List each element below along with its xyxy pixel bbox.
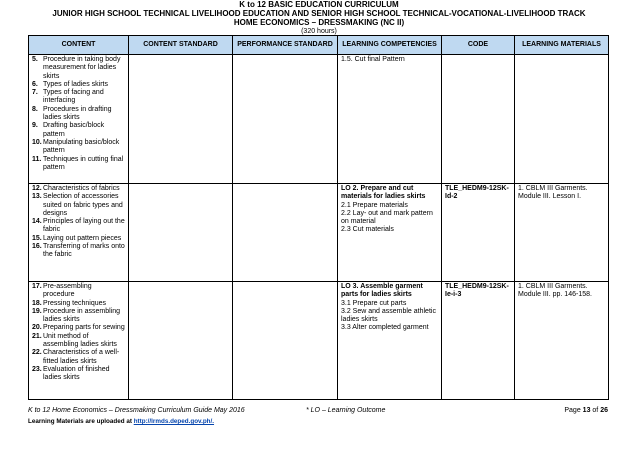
item-number: 20. xyxy=(32,324,42,332)
item-text: Drafting basic/block pattern xyxy=(43,122,105,138)
list-item xyxy=(32,300,125,308)
item-number: 23. xyxy=(32,365,42,373)
footer-source: Learning Materials are uploaded at http://lrmds.deped.gov.ph/. xyxy=(28,418,215,425)
list-item xyxy=(32,235,125,243)
doc-title: K to 12 BASIC EDUCATION CURRICULUM xyxy=(239,0,399,9)
item-text: Characteristics of a well-fitted ladies skirts xyxy=(43,349,120,365)
list-item xyxy=(32,333,125,350)
source-link[interactable]: http://lrmds.deped.gov.ph/. xyxy=(133,418,215,425)
item-number: 13. xyxy=(32,193,42,201)
col-header-learning-competencies: LEARNING COMPETENCIES xyxy=(338,36,442,55)
item-number: 18. xyxy=(32,299,42,307)
item-number: 8. xyxy=(32,105,38,113)
list-item xyxy=(32,185,125,193)
item-number: 6. xyxy=(32,80,38,88)
item-text: Procedures in drafting ladies skirts xyxy=(43,105,112,122)
code-cell: TLE_HEDM9-12SK-Ie-i-3 xyxy=(442,282,515,400)
col-header-content: CONTENT xyxy=(29,36,129,55)
list-item xyxy=(32,366,125,383)
item-text: Selection of accessories suited on fabric types and designs xyxy=(43,193,123,217)
item-text: Evaluation of finished ladies skirts xyxy=(43,365,110,382)
table-row xyxy=(29,282,609,400)
performance-standard-cell xyxy=(233,55,338,184)
item-number: 21. xyxy=(32,332,42,340)
item-text: Procedure in assembling ladies skirts xyxy=(43,307,121,324)
list-item xyxy=(32,283,125,300)
list-item xyxy=(32,56,125,81)
content-list xyxy=(32,185,125,260)
curriculum-table xyxy=(28,35,609,400)
learning-materials-cell xyxy=(515,55,609,184)
performance-standard-cell xyxy=(233,282,338,400)
performance-standard-cell xyxy=(233,184,338,282)
item-text: Techniques in cutting final pattern xyxy=(43,155,124,171)
col-header-learning-materials: LEARNING MATERIALS xyxy=(515,36,609,55)
list-item xyxy=(32,89,125,106)
item-text: Preparing parts for sewing xyxy=(43,324,125,332)
content-cell xyxy=(29,282,129,400)
list-item xyxy=(32,349,125,366)
item-number: 15. xyxy=(32,234,42,242)
code-cell: TLE_HEDM9-12SK-Id-2 xyxy=(442,184,515,282)
header-row xyxy=(29,36,609,55)
item-number: 10. xyxy=(32,138,42,146)
item-text: Characteristics of fabrics xyxy=(43,185,120,192)
list-item xyxy=(32,106,125,123)
table-row xyxy=(29,55,609,184)
content-list xyxy=(32,283,125,383)
competency-item: 3.2 Sew and assemble athletic ladies skirts xyxy=(341,307,436,324)
item-number: 11. xyxy=(32,155,42,163)
content-standard-cell xyxy=(129,55,233,184)
competency-item: 2.2 Lay- out and mark pattern on material xyxy=(341,209,433,226)
item-number: 5. xyxy=(32,56,38,63)
item-number: 19. xyxy=(32,307,42,315)
learning-materials-cell: 1. CBLM III Garments. Module III. Lesson I. xyxy=(515,184,609,282)
list-item xyxy=(32,243,125,260)
item-text: Procedure in taking body measurement for ladies skirts xyxy=(43,56,121,80)
competency-item: 3.3 Alter completed garment xyxy=(341,324,429,332)
item-text: Types of ladies skirts xyxy=(43,80,108,88)
item-number: 7. xyxy=(32,89,38,97)
competency-item: 2.3 Cut materials xyxy=(341,226,394,234)
learning-outcome-title: LO 2. Prepare and cut materials for ladies skirts xyxy=(341,185,426,201)
item-number: 9. xyxy=(32,122,38,130)
doc-hours: (320 hours) xyxy=(301,28,337,35)
footer-guide: K to 12 Home Economics – Dressmaking Curriculum Guide May 2016 xyxy=(28,407,245,414)
list-item xyxy=(32,308,125,325)
content-list xyxy=(32,56,125,172)
learning-competency-cell xyxy=(338,282,442,400)
content-cell xyxy=(29,184,129,282)
learning-competency-cell xyxy=(338,55,442,184)
code-cell xyxy=(442,55,515,184)
item-text: Pressing techniques xyxy=(43,299,107,307)
item-text: Manipulating basic/block pattern xyxy=(43,138,120,155)
item-number: 16. xyxy=(32,243,42,251)
learning-materials-cell: 1. CBLM III Garments. Module III. pp. 146-158. xyxy=(515,282,609,400)
col-header-performance-standard: PERFORMANCE STANDARD xyxy=(233,36,338,55)
list-item xyxy=(32,156,125,173)
content-standard-cell xyxy=(129,184,233,282)
competency-item: 3.1 Prepare cut parts xyxy=(341,299,407,307)
item-text: Unit method of assembling ladies skirts xyxy=(43,332,117,349)
learning-competency-cell xyxy=(338,184,442,282)
table-row xyxy=(29,184,609,282)
item-number: 22. xyxy=(32,349,42,357)
footer-page-number: Page 13 of 26 xyxy=(564,407,608,414)
content-cell xyxy=(29,55,129,184)
learning-outcome-title: LO 3. Assemble garment parts for ladies skirts xyxy=(341,283,423,299)
item-text: Pre-assembling procedure xyxy=(43,283,92,299)
list-item xyxy=(32,193,125,218)
item-number: 12. xyxy=(32,185,42,192)
col-header-code: CODE xyxy=(442,36,515,55)
item-text: Principles of laying out the fabric xyxy=(43,218,125,234)
competency-item: 1.5. Cut final Pattern xyxy=(341,56,405,63)
content-standard-cell xyxy=(129,282,233,400)
footer-lo-note: * LO – Learning Outcome xyxy=(306,407,386,414)
item-text: Laying out pattern pieces xyxy=(43,234,122,242)
list-item xyxy=(32,122,125,139)
list-item xyxy=(32,218,125,235)
item-text: Types of facing and interfacing xyxy=(43,89,104,105)
col-header-content-standard: CONTENT STANDARD xyxy=(129,36,233,55)
doc-course: HOME ECONOMICS – DRESSMAKING (NC II) xyxy=(233,18,405,27)
item-number: 17. xyxy=(32,283,42,290)
list-item xyxy=(32,81,125,89)
list-item xyxy=(32,139,125,156)
list-item xyxy=(32,324,125,332)
doc-subtitle: JUNIOR HIGH SCHOOL TECHNICAL LIVELIHOOD EDUCATION AND SENIOR HIGH SCHOOL TECHNICAL-VOCATIONAL-LIVELIHOOD TRACK xyxy=(52,9,586,18)
competency-item: 2.1 Prepare materials xyxy=(341,201,408,209)
item-number: 14. xyxy=(32,218,42,226)
item-text: Transferring of marks onto the fabric xyxy=(43,243,125,259)
